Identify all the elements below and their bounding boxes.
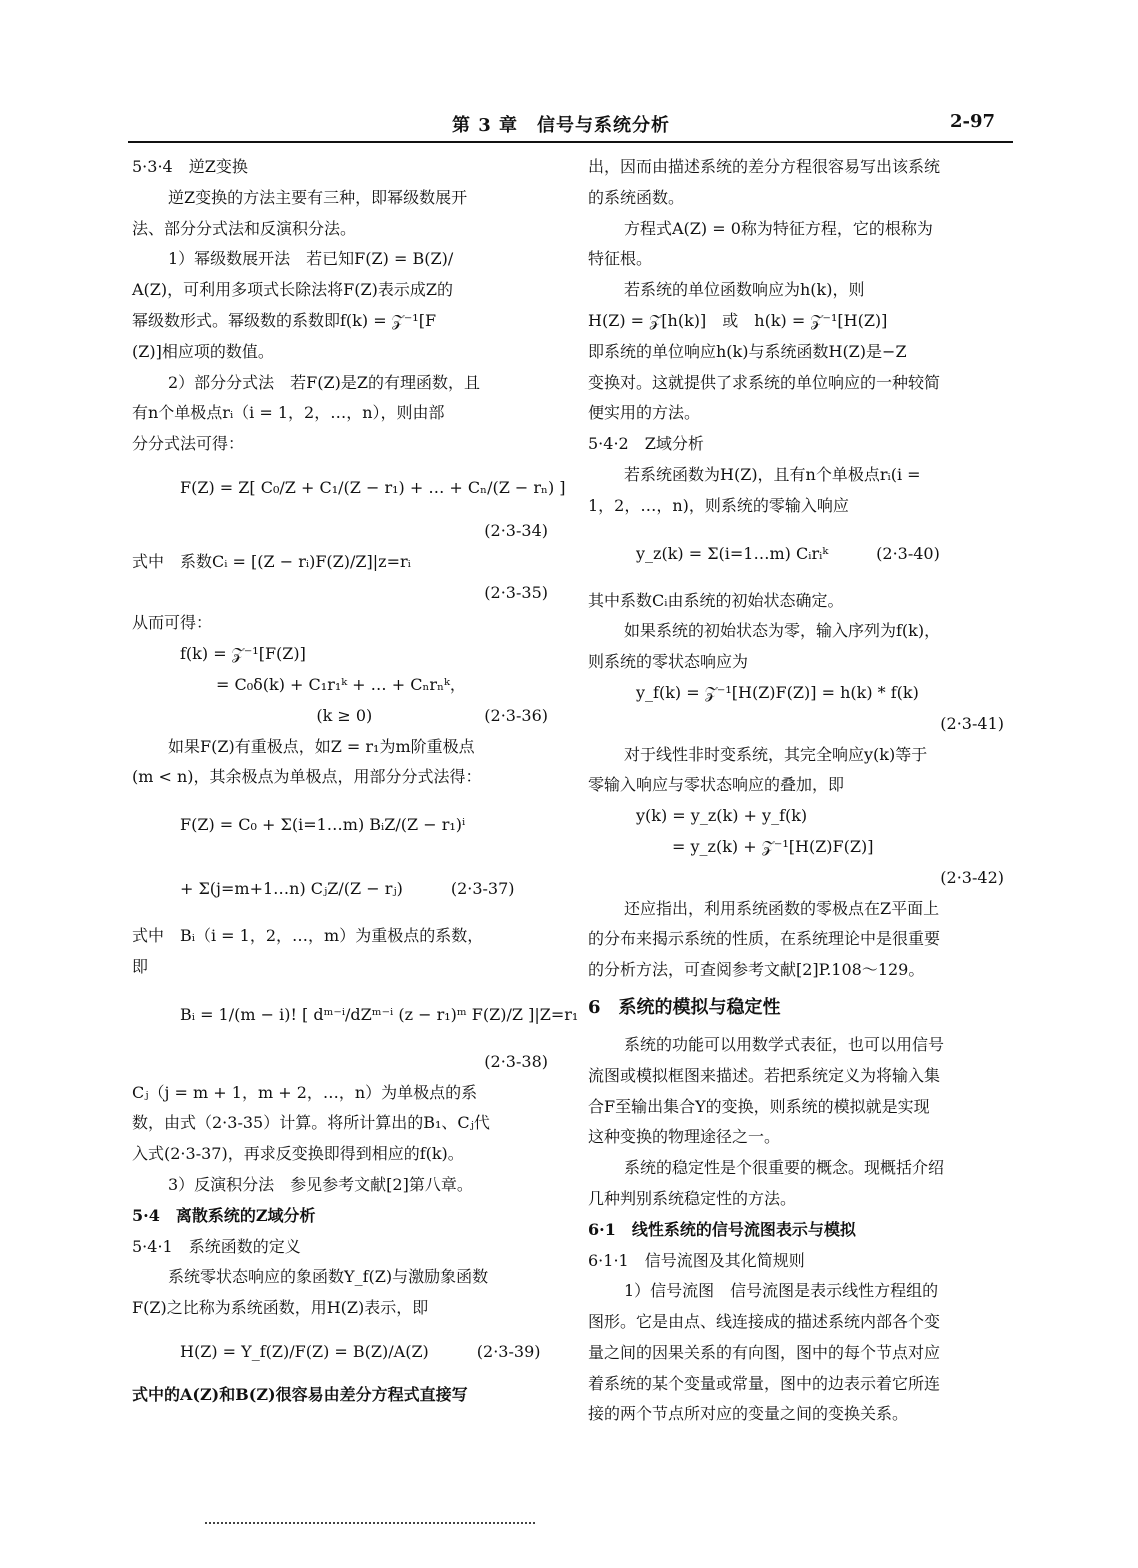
text-line: y_f(k) = 𝒵⁻¹[H(Z)F(Z)] = h(k) * f(k) (636, 682, 919, 702)
section-heading: 5·4 离散系统的Z域分析 (132, 1205, 316, 1225)
text-line: 这种变换的物理途径之一。 (588, 1127, 781, 1147)
text-line: 数，由式（2·3-35）计算。将所计算出的B₁、Cⱼ代 (132, 1113, 490, 1133)
text-line: y(k) = y_z(k) + y_f(k) (636, 806, 808, 826)
text-line: 1）信号流图 信号流图是表示线性方程组的 (624, 1281, 939, 1301)
chapter-title: 第 3 章 信号与系统分析 (452, 115, 671, 136)
equation-line: F(Z) = C₀ + Σ(i=1…m) BᵢZ/(Z − r₁)ⁱ (180, 815, 466, 835)
text-line: 若系统的单位函数响应为h(k)，则 (624, 280, 865, 300)
text-line: 如果F(Z)有重极点，如Z = r₁为m阶重极点 (168, 736, 475, 756)
equation-line: Bᵢ = 1/(m − i)! [ dᵐ⁻ⁱ/dZᵐ⁻ⁱ (z − r₁)ᵐ F(Z)/Z ]|Z=r₁ (180, 1004, 579, 1024)
page-number: 2-97 (950, 111, 996, 132)
text-line: 量之间的因果关系的有向图，图中的每个节点对应 (588, 1342, 941, 1362)
equation-number: (2·3-38) (484, 1051, 548, 1071)
text-line: 式中 Bᵢ（i = 1，2，…，m）为重极点的系数， (132, 926, 484, 946)
text-line: 逆Z变换的方法主要有三种，即幂级数展开 (168, 187, 468, 207)
text-line: 几种判别系统稳定性的方法。 (588, 1188, 797, 1208)
bottom-dotted-rule (205, 1522, 535, 1524)
text-line: 出，因而由描述系统的差分方程很容易写出该系统 (588, 157, 941, 176)
text-line: 1，2，…，n)，则系统的零输入响应 (588, 495, 849, 515)
equation-number: (2·3-35) (484, 582, 548, 602)
text-line: 的系统函数。 (588, 187, 685, 207)
equation-line: y_z(k) = Σ(i=1…m) Cᵢrᵢᵏ (2·3-40) (636, 543, 940, 563)
text-line: 分分式法可得： (132, 434, 245, 454)
text-line: (m < n)，其余极点为单极点，用部分分式法得： (132, 767, 482, 787)
text-line: 的分析方法，可查阅参考文献[2]P.108～129。 (588, 960, 925, 980)
text-line: 入式(2·3-37)，再求反变换即得到相应的f(k)。 (132, 1144, 464, 1164)
section-heading: 6·1·1 信号流图及其化简规则 (588, 1250, 805, 1270)
text-line: 的分布来揭示系统的性质，在系统理论中是很重要 (588, 929, 941, 949)
text-line: 特征根。 (588, 249, 653, 269)
text-line: 变换对。这就提供了求系统的单位响应的一种较简 (588, 372, 941, 392)
text-line: 合F至输出集合Y的变换，则系统的模拟就是实现 (588, 1096, 930, 1116)
text-line: 流图或模拟框图来描述。若把系统定义为将输入集 (588, 1065, 941, 1085)
equation-line: F(Z) = Z[ C₀/Z + C₁/(Z − r₁) + … + Cₙ/(Z − rₙ) ] (180, 477, 566, 497)
left-column (132, 152, 579, 1411)
text-line: H(Z) = 𝒵[h(k)] 或 h(k) = 𝒵⁻¹[H(Z)] (588, 310, 888, 330)
text-line: 3）反演积分法 参见参考文献[2]第八章。 (168, 1174, 473, 1194)
text-line: 式中的A(Z)和B(Z)很容易由差分方程式直接写 (132, 1384, 468, 1404)
text-line: 1）幂级数展开法 若已知F(Z) = B(Z)/ (168, 249, 454, 269)
equation-number: (2·3-42) (940, 867, 1004, 887)
text-line: 着系统的某个变量或常量，图中的边表示着它所连 (588, 1373, 941, 1393)
text-line: 系统的功能可以用数学式表征，也可以用信号 (624, 1034, 945, 1054)
equation-number: (k ≥ 0) (2·3-36) (316, 705, 548, 725)
text-line: = y_z(k) + 𝒵⁻¹[H(Z)F(Z)] (672, 836, 874, 856)
section-heading: 6 系统的模拟与稳定性 (588, 996, 781, 1018)
text-line: 系统的稳定性是个很重要的概念。现概括介绍 (624, 1158, 945, 1178)
equation-number: (2·3-34) (484, 520, 548, 540)
text-line: F(Z)之比称为系统函数，用H(Z)表示，即 (132, 1298, 429, 1318)
text-line: Cⱼ（j = m + 1，m + 2，…，n）为单极点的系 (132, 1082, 478, 1102)
text-line: 从而可得： (132, 613, 213, 633)
text-line: 则系统的零状态响应为 (588, 652, 749, 672)
text-line: 即 (132, 956, 149, 976)
text-line: f(k) = 𝒵⁻¹[F(Z)] (180, 644, 306, 664)
text-line: 对于线性非时变系统，其完全响应y(k)等于 (624, 744, 928, 764)
section-heading: 5·3·4 逆Z变换 (132, 157, 248, 176)
right-column (588, 152, 1008, 1430)
section-heading: 5·4·1 系统函数的定义 (132, 1236, 301, 1256)
text-line: = C₀δ(k) + C₁r₁ᵏ + … + Cₙrₙᵏ， (216, 674, 466, 694)
text-line: 便实用的方法。 (588, 403, 701, 423)
text-line: 即系统的单位响应h(k)与系统函数H(Z)是−Z (588, 341, 907, 361)
text-line: 方程式A(Z) = 0称为特征方程，它的根称为 (624, 218, 933, 238)
text-line: 其中系数Cᵢ由系统的初始状态确定。 (588, 590, 844, 610)
text-line: 式中 系数Cᵢ = [(Z − rᵢ)F(Z)/Z]|z=rᵢ (132, 551, 411, 571)
text-line: 还应指出，利用系统函数的零极点在Z平面上 (624, 898, 940, 918)
header-rule (128, 141, 1013, 143)
text-line: 法、部分分式法和反演积分法。 (132, 218, 357, 238)
text-line: 幂级数形式。幂级数的系数即f(k) = 𝒵⁻¹[F (132, 310, 437, 330)
text-line: 接的两个节点所对应的变量之间的变换关系。 (588, 1404, 909, 1424)
section-heading: 6·1 线性系统的信号流图表示与模拟 (588, 1219, 856, 1239)
text-line: 图形。它是由点、线连接成的描述系统内部各个变 (588, 1312, 941, 1332)
text-line: 如果系统的初始状态为零，输入序列为f(k)， (624, 621, 941, 641)
text-line: A(Z)，可利用多项式长除法将F(Z)表示成Z的 (132, 280, 453, 300)
text-line: 2）部分分式法 若F(Z)是Z的有理函数，且 (168, 372, 481, 392)
text-line: 若系统函数为H(Z)，且有n个单极点rᵢ(i = (624, 464, 921, 484)
text-line: 有n个单极点rᵢ（i = 1，2，…，n），则由部 (132, 403, 445, 423)
text-line: 系统零状态响应的象函数Y_f(Z)与激励象函数 (168, 1267, 489, 1287)
text-line: 零输入响应与零状态响应的叠加，即 (588, 775, 845, 795)
equation-line: H(Z) = Y_f(Z)/F(Z) = B(Z)/A(Z) (2·3-39) (180, 1341, 541, 1361)
section-heading: 5·4·2 Z域分析 (588, 434, 704, 454)
equation-line: + Σ(j=m+1…n) CⱼZ/(Z − rⱼ) (2·3-37) (180, 879, 515, 899)
text-line: (Z)]相应项的数值。 (132, 341, 274, 361)
equation-number: (2·3-41) (940, 713, 1004, 733)
